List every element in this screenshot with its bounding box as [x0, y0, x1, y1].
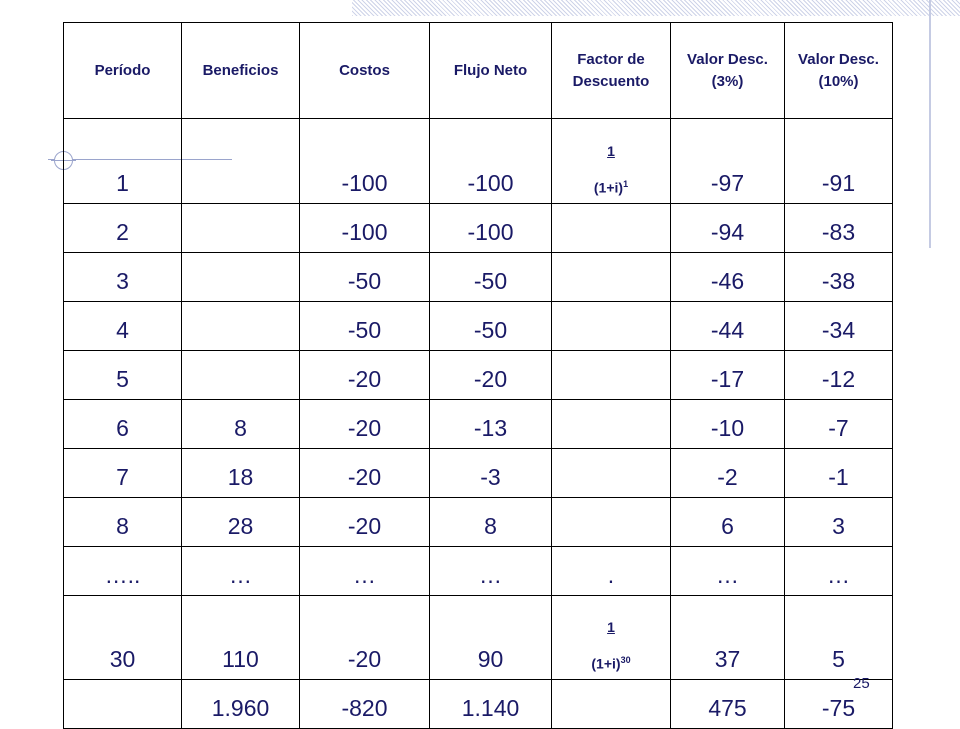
cell-beneficios: [182, 204, 300, 253]
table-row: [64, 253, 893, 302]
cell-valor-desc-10: -1: [785, 449, 893, 498]
cell-valor-desc-3: -10: [671, 400, 785, 449]
cash-flow-table: [63, 22, 893, 729]
cell-flujo-neto: -100: [430, 204, 552, 253]
cell-flujo-neto: -3: [430, 449, 552, 498]
table-row: [64, 449, 893, 498]
header-factor-descuento: Factor de Descuento: [552, 23, 671, 119]
cell-costos: -20: [300, 498, 430, 547]
cell-valor-desc-10: -34: [785, 302, 893, 351]
cell-costos: …: [300, 547, 430, 596]
cell-valor-desc-10: -91: [785, 119, 893, 204]
cell-periodo: 6: [64, 400, 182, 449]
cell-valor-desc-3: -94: [671, 204, 785, 253]
header-periodo: Período: [64, 23, 182, 119]
cell-periodo: 2: [64, 204, 182, 253]
cell-beneficios: 110: [182, 596, 300, 680]
cell-valor-desc-3: 37: [671, 596, 785, 680]
formula-denominator: [594, 180, 628, 197]
cell-beneficios: …: [182, 547, 300, 596]
cell-flujo-neto: -50: [430, 302, 552, 351]
cell-costos: -20: [300, 400, 430, 449]
discount-factor-formula: [594, 144, 628, 197]
formula-exponent: 30: [620, 655, 631, 666]
cell-costos: -50: [300, 302, 430, 351]
cell-costos: -100: [300, 204, 430, 253]
cell-periodo: [64, 680, 182, 729]
header-costos: Costos: [300, 23, 430, 119]
cell-costos: -20: [300, 449, 430, 498]
cell-valor-desc-3: 6: [671, 498, 785, 547]
table-row: [64, 119, 893, 204]
cell-flujo-neto: 90: [430, 596, 552, 680]
cell-periodo: 8: [64, 498, 182, 547]
cell-factor-descuento: [552, 351, 671, 400]
cell-costos: -820: [300, 680, 430, 729]
cell-valor-desc-10: -83: [785, 204, 893, 253]
table-row-ellipsis: [64, 547, 893, 596]
cell-factor-descuento: [552, 680, 671, 729]
cell-factor-descuento: [552, 596, 671, 680]
header-row: [64, 23, 893, 119]
header-beneficios: Beneficios: [182, 23, 300, 119]
formula-numerator: 1: [607, 143, 615, 160]
cell-costos: -20: [300, 596, 430, 680]
cell-flujo-neto: -50: [430, 253, 552, 302]
cell-beneficios: 18: [182, 449, 300, 498]
cell-beneficios: 28: [182, 498, 300, 547]
cell-valor-desc-10: -7: [785, 400, 893, 449]
cell-flujo-neto: -20: [430, 351, 552, 400]
cell-valor-desc-3: 475: [671, 680, 785, 729]
cell-factor-descuento: .: [552, 547, 671, 596]
cell-factor-descuento: [552, 400, 671, 449]
formula-base: (1+i): [593, 180, 624, 196]
cell-costos: -20: [300, 351, 430, 400]
table-row: [64, 302, 893, 351]
cell-beneficios: 1.960: [182, 680, 300, 729]
cell-factor-descuento: [552, 253, 671, 302]
cell-valor-desc-3: -44: [671, 302, 785, 351]
header-valor-desc-3: Valor Desc. (3%): [671, 23, 785, 119]
table-row: [64, 351, 893, 400]
cell-valor-desc-3: -2: [671, 449, 785, 498]
cell-flujo-neto: 1.140: [430, 680, 552, 729]
decorative-vertical-line: [929, 0, 931, 248]
cell-valor-desc-10: -38: [785, 253, 893, 302]
cell-valor-desc-10: 5: [785, 596, 893, 680]
cell-beneficios: [182, 253, 300, 302]
cell-valor-desc-3: …: [671, 547, 785, 596]
cell-periodo: 7: [64, 449, 182, 498]
cell-beneficios: [182, 119, 300, 204]
cell-periodo: 5: [64, 351, 182, 400]
cell-valor-desc-3: -97: [671, 119, 785, 204]
cell-periodo: 4: [64, 302, 182, 351]
header-valor-desc-10: Valor Desc. (10%): [785, 23, 893, 119]
cell-beneficios: [182, 351, 300, 400]
formula-denominator: [591, 656, 630, 673]
cell-flujo-neto: 8: [430, 498, 552, 547]
cell-valor-desc-10: -12: [785, 351, 893, 400]
header-flujo-neto: Flujo Neto: [430, 23, 552, 119]
cell-factor-descuento: [552, 204, 671, 253]
cell-beneficios: [182, 302, 300, 351]
table-row: [64, 498, 893, 547]
discount-factor-formula: [591, 620, 630, 673]
cell-factor-descuento: [552, 302, 671, 351]
cell-valor-desc-3: -17: [671, 351, 785, 400]
cell-periodo: …..: [64, 547, 182, 596]
cell-valor-desc-10: 3: [785, 498, 893, 547]
formula-exponent: 1: [623, 179, 629, 190]
cell-factor-descuento: [552, 449, 671, 498]
cell-valor-desc-3: -46: [671, 253, 785, 302]
table-row: [64, 596, 893, 680]
slide-number: 25: [853, 675, 870, 692]
cell-periodo: 3: [64, 253, 182, 302]
formula-numerator: 1: [607, 619, 615, 636]
cell-flujo-neto: -13: [430, 400, 552, 449]
cell-flujo-neto: …: [430, 547, 552, 596]
table-row: [64, 204, 893, 253]
cell-beneficios: 8: [182, 400, 300, 449]
cell-costos: -100: [300, 119, 430, 204]
cell-valor-desc-10: …: [785, 547, 893, 596]
decorative-hatch-band: [352, 0, 960, 16]
cell-factor-descuento: [552, 498, 671, 547]
table-row-total: [64, 680, 893, 729]
formula-base: (1+i): [591, 656, 621, 672]
cell-flujo-neto: -100: [430, 119, 552, 204]
cell-factor-descuento: [552, 119, 671, 204]
cell-periodo: 30: [64, 596, 182, 680]
cell-valor-desc-10: -75: [785, 680, 893, 729]
table-row: [64, 400, 893, 449]
cell-costos: -50: [300, 253, 430, 302]
cell-periodo: 1: [64, 119, 182, 204]
